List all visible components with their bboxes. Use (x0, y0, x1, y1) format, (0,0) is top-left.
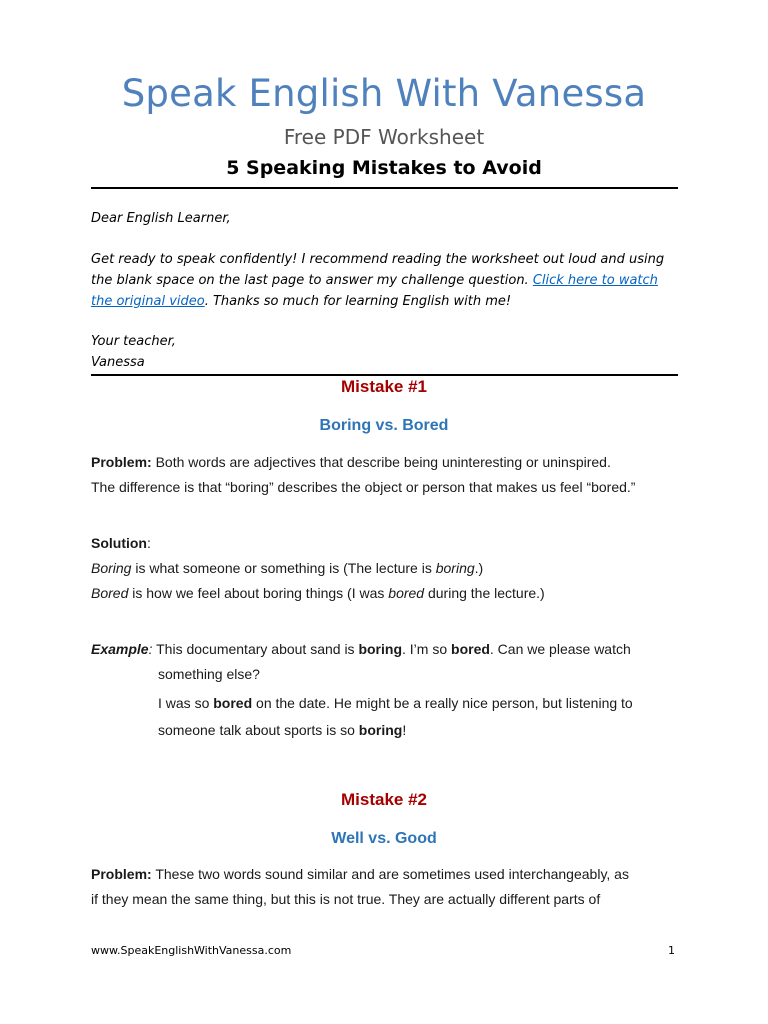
example-text: This documentary about sand is (152, 641, 359, 657)
example-text: on the date. He might be a really nice person, but listening to (252, 695, 633, 711)
example-label: Example (91, 641, 149, 657)
solution-word: Bored (91, 585, 129, 601)
solution-word: Boring (91, 560, 132, 576)
letter-greeting: Dear English Learner, (91, 211, 231, 226)
problem-label: Problem: (91, 866, 152, 882)
footer-page-number: 1 (668, 944, 675, 957)
header-divider (91, 187, 678, 189)
solution-colon: : (147, 535, 151, 551)
problem-text-2: The difference is that “boring” describes the object or person that makes us feel “bored.” (91, 479, 636, 495)
problem-text: Both words are adjectives that describe being uninteresting or uninspired. (151, 454, 611, 470)
solution-label: Solution (91, 535, 147, 551)
example-text: I was so (158, 695, 214, 711)
letter-body-text: Get ready to speak confidently! I recommend reading the worksheet out loud and using the blank space on the last page to answer my challenge question. (91, 252, 665, 288)
problem-text: These two words sound similar and are sometimes used interchangeably, as (151, 866, 629, 882)
mistake-1-example-line-3 (158, 691, 633, 716)
mistake-1-solution (91, 531, 691, 606)
mistake-1-example-line-4 (158, 718, 406, 743)
example-text: ! (402, 722, 407, 738)
original-video-link[interactable]: Click here to watch the original video (91, 273, 658, 309)
example-colon: : (148, 641, 153, 657)
example-text: . Can we please watch (489, 641, 631, 657)
mistake-2-pair: Well vs. Good (331, 830, 437, 847)
mistake-1-example-line-2: something else? (158, 666, 260, 682)
worksheet-subtitle: Free PDF Worksheet (283, 125, 485, 149)
worksheet-title: 5 Speaking Mistakes to Avoid (226, 157, 542, 179)
letter-signoff: Your teacher, (91, 334, 176, 349)
solution-text: during the lecture.) (424, 585, 545, 601)
example-keyword: boring (358, 641, 402, 657)
solution-word: bored (388, 585, 425, 601)
letter-body-end: . Thanks so much for learning English with me! (204, 294, 512, 309)
mistake-1-problem (91, 450, 691, 500)
footer-website-url: www.SpeakEnglishWithVanessa.com (91, 944, 292, 957)
problem-text-2: if they mean the same thing, but this is not true. They are actually different parts of (91, 891, 601, 907)
mistake-1-heading: Mistake #1 (341, 377, 427, 396)
letter-signature: Vanessa (91, 355, 145, 370)
example-keyword: bored (451, 641, 490, 657)
solution-text: is how we feel about boring things (I was (128, 585, 389, 601)
mistake-2-problem (91, 862, 691, 912)
letter-body (91, 249, 681, 312)
mistake-2-heading: Mistake #2 (341, 790, 427, 809)
solution-text: is what someone or something is (The lecture is (131, 560, 436, 576)
mistake-1-example-line-1 (91, 637, 631, 662)
problem-label: Problem: (91, 454, 152, 470)
solution-text: .) (474, 560, 484, 576)
example-keyword: boring (358, 722, 403, 738)
letter-divider (91, 374, 678, 376)
site-title: Speak English With Vanessa (121, 72, 647, 115)
mistake-1-pair: Boring vs. Bored (319, 417, 449, 434)
example-keyword: bored (213, 695, 253, 711)
solution-word: boring (435, 560, 475, 576)
example-text: . I’m so (402, 641, 452, 657)
example-text: someone talk about sports is so (158, 722, 359, 738)
